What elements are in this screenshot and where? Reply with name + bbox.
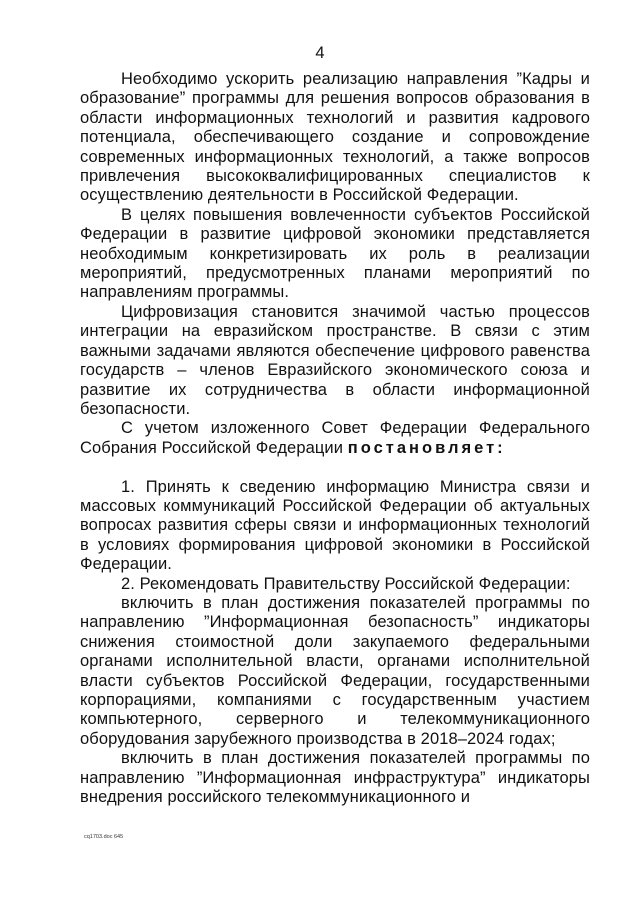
paragraph-regions-involvement: В целях повышения вовлеченности субъектов Российской Федерации в развитие цифровой экономики представляется необходимым конкретизировать их роль в реализации мероприятий, предусмотренных планами мероприятий по направлениям программы.: [80, 205, 590, 302]
item-2: 2. Рекомендовать Правительству Российской Федерации:: [121, 574, 571, 593]
paragraph-eurasian-integration: Цифровизация становится значимой частью процессов интеграции на евразийском пространстве. В связи с этим важными задачами являются обеспечение цифрового равенства государств – членов Евразийского экономического союза и развитие их сотрудничества в области информационной безопасности.: [80, 302, 590, 418]
resolution-paragraph: [80, 419, 590, 458]
item-1: 1. Принять к сведению информацию Министра связи и массовых коммуникаций Российской Федерации об актуальных вопросах развития сферы связи и информационных технологий в условиях формирования цифровой экономики в Российской Федерации.: [80, 477, 590, 574]
footer-file-reference: cq1703.doc 645: [84, 834, 124, 840]
resolution-text: С учетом изложенного Совет Федерации Федерального Собрания Российской Федерации: [80, 419, 590, 457]
resolution-keyword: постановляет:: [347, 438, 506, 457]
item-2-subitem-infrastructure: включить в план достижения показателей программы по направлению ”Информационная инфраструктура” индикаторы внедрения российского телекоммуникационного и: [80, 749, 590, 807]
item-2-subitem-security: включить в план достижения показателей программы по направлению ”Информационная безопасность” индикаторы снижения стоимостной доли закупаемого федеральными органами исполнительной власти, органами исполнительной власти субъектов Российской Федерации, государственными корпорациями, компаниями с государственным участием компьютерного, серверного и телекоммуникационного оборудования зарубежного производства в 2018–2024 годах;: [80, 593, 590, 748]
page-number: 4: [315, 44, 325, 62]
paragraph-personnel-education: Необходимо ускорить реализацию направления ”Кадры и образование” программы для решения вопросов образования в области информационных технологий и развития кадрового потенциала, обеспечивающего создание и сопровождение современных информационных технологий, а также вопросов привлечения высококвалифицированных специалистов к осуществлению деятельности в Российской Федерации.: [80, 70, 590, 205]
document-body: [80, 70, 590, 807]
